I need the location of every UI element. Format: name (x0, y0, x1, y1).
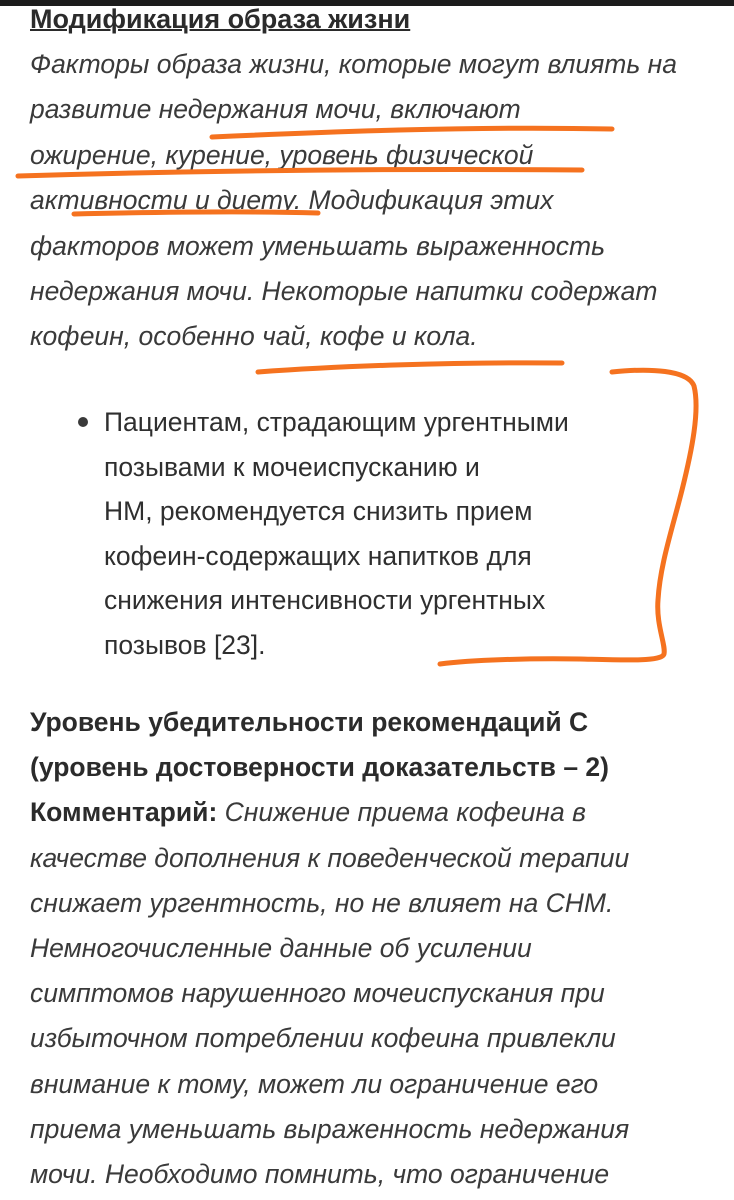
section-heading: Модификация образа жизни (30, 4, 411, 34)
bullet-dot-icon (78, 417, 88, 427)
evidence-level-line: Уровень убедительности рекомендаций С (30, 707, 589, 737)
comment-line: Немногочисленные данные об усилении (30, 933, 532, 964)
bullet-line: кофеин-содержащих напитков для (104, 540, 532, 571)
comment-label: Комментарий: (30, 797, 218, 828)
comment-line: избыточном потреблении кофеина привлекли (30, 1023, 616, 1054)
bullet-line: НМ, рекомендуется снизить прием (104, 496, 533, 526)
paragraph-line: Факторы образа жизни, которые могут влиять на (30, 49, 677, 79)
underline-stroke-4 (258, 363, 562, 372)
comment-line: качестве дополнения к поведенческой терапии (30, 842, 630, 873)
bullet-line: позывов [23]. (104, 629, 266, 660)
comment-line: внимание к тому, может ли ограничение его (30, 1068, 599, 1099)
paragraph-line: развитие недержания мочи, включают (30, 94, 521, 125)
paragraph-line: кофеин, особенно чай, кофе и кола. (30, 321, 478, 352)
paragraph-line: факторов может уменьшать выраженность (30, 230, 606, 261)
comment-line: симптомов нарушенного мочеиспускания при (30, 978, 605, 1009)
comment-line: приема уменьшать выраженность недержания (30, 1113, 630, 1144)
recommendation-comment-block (30, 700, 710, 1197)
comment-line: мочи. Необходимо помнить, что ограничение (30, 1159, 610, 1190)
lifestyle-paragraph (30, 42, 710, 360)
paragraph-line: ожирение, курение, уровень физической (30, 139, 534, 170)
paragraph-line: активности и диету. Модификация этих (30, 185, 554, 216)
list-item (30, 400, 710, 667)
evidence-level-line: (уровень достоверности доказательств – 2) (30, 752, 609, 783)
recommendation-bullet-list (30, 400, 710, 667)
bullet-line: Пациентам, страдающим ургентными (104, 407, 569, 437)
comment-line: снижает ургентность, но не влияет на СНМ. (30, 887, 614, 918)
bullet-line: позывами к мочеиспусканию и (104, 451, 480, 482)
bullet-line: снижения интенсивности ургентных (104, 585, 546, 615)
comment-text: Снижение приема кофеина в (217, 797, 586, 828)
comment-first-line (30, 790, 710, 835)
paragraph-line: недержания мочи. Некоторые напитки содержат (30, 276, 658, 307)
